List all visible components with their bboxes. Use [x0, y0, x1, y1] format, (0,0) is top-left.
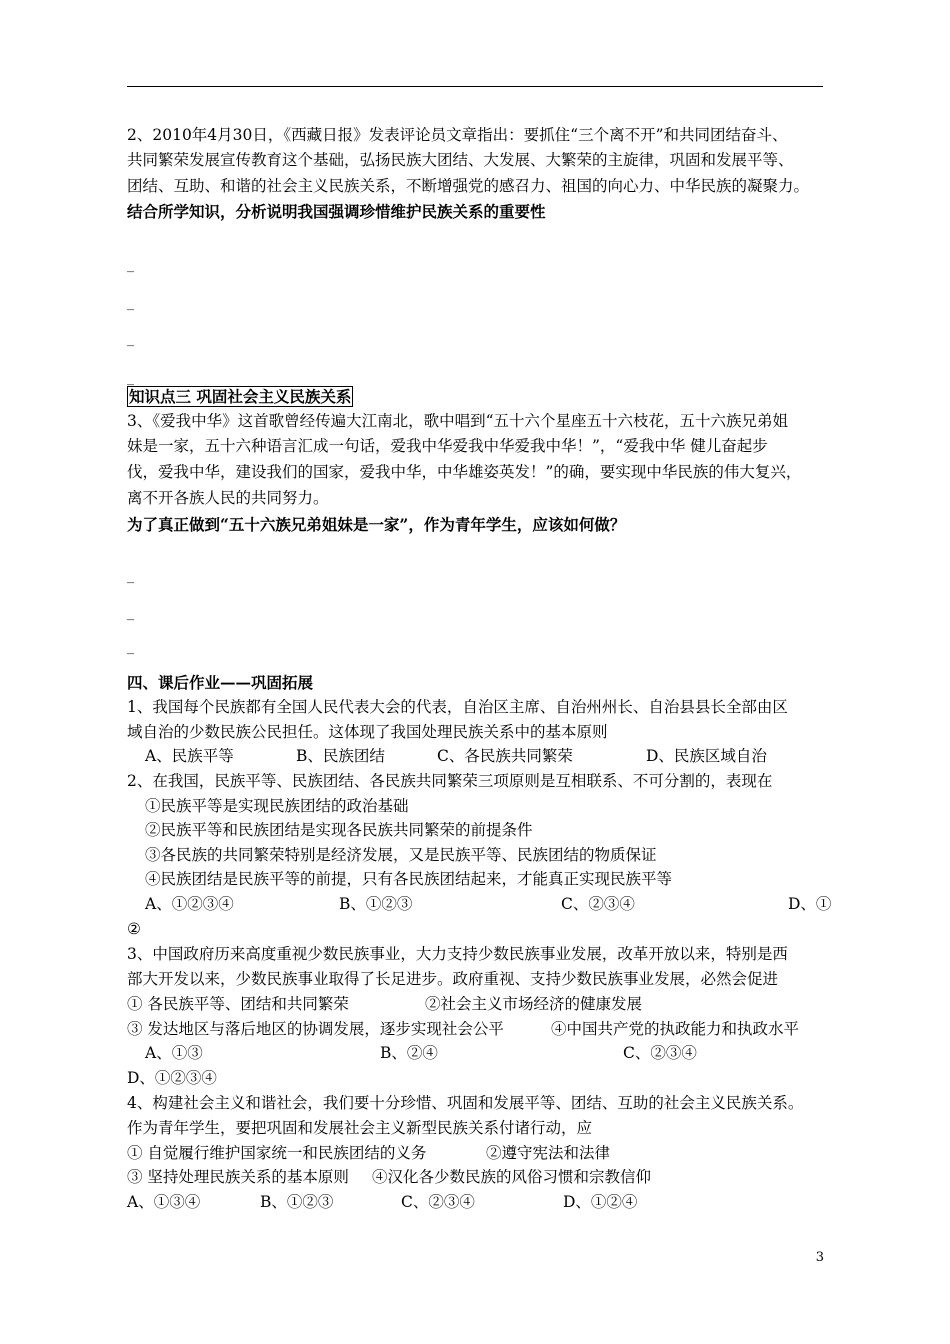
option-b: B、①②③	[339, 895, 413, 913]
option-b: B、①②③	[260, 1193, 334, 1211]
header-rule	[127, 86, 823, 87]
hw3-item: ③ 发达地区与落后地区的协调发展，逐步实现社会公平	[127, 1020, 504, 1038]
answer-blank: _	[127, 639, 134, 655]
hw4-item: ②遵守宪法和法律	[486, 1144, 611, 1162]
s3-question: 为了真正做到“五十六族兄弟姐妹是一家”，作为青年学生，应该如何做？	[127, 515, 626, 534]
hw2-item: ①民族平等是实现民族团结的政治基础	[145, 797, 409, 815]
answer-blank: _	[127, 568, 134, 584]
answer-blank: _	[127, 331, 134, 347]
option-a: A、民族平等	[145, 747, 234, 765]
q2-line-2: 共同繁荣发展宣传教育这个基础，弘扬民族大团结、大发展、大繁荣的主旋律，巩固和发展平等、	[127, 151, 794, 169]
answer-blank: _	[127, 257, 134, 273]
hw2-line-1: 2、在我国，民族平等、民族团结、各民族共同繁荣三项原则是互相联系、不可分割的，表现在	[127, 772, 773, 790]
page-number: 3	[815, 1250, 824, 1265]
hw1-line-2: 域自治的少数民族公民担任。这体现了我国处理民族关系中的基本原则	[127, 723, 608, 741]
q2-line-3: 团结、互助、和谐的社会主义民族关系，不断增强党的感召力、祖国的向心力、中华民族的凝聚力。	[127, 177, 810, 195]
option-a: A、①③④	[127, 1193, 201, 1211]
hw2-item: ③各民族的共同繁荣特别是经济发展，又是民族平等、民族团结的物质保证	[145, 846, 657, 864]
option-d: D、民族区域自治	[646, 747, 767, 765]
option-c: C、②③④	[623, 1044, 697, 1062]
q2-question: 结合所学知识，分析说明我国强调珍惜维护民族关系的重要性	[127, 202, 546, 221]
option-a: A、①③	[145, 1044, 203, 1062]
s3-line-3: 伐，爱我中华，建设我们的国家，爱我中华，中华雄姿英发！”的确，要实现中华民族的伟大复兴，	[127, 463, 802, 481]
hw4-item: ③ 坚持处理民族关系的基本原则	[127, 1168, 349, 1186]
answer-blank: _	[127, 370, 134, 386]
hw2-option-wrap: ②	[127, 920, 141, 938]
option-d: D、①②③④	[127, 1069, 217, 1087]
option-c: C、②③④	[561, 895, 635, 913]
hw1-line-1: 1、我国每个民族都有全国人民代表大会的代表，自治区主席、自治州州长、自治县县长全部由区	[127, 698, 788, 716]
hw4-item: ④汉化各少数民族的风俗习惯和宗教信仰	[372, 1168, 652, 1186]
s3-line-1: 3、《爱我中华》这首歌曾经传遍大江南北，歌中唱到“五十六个星座五十六枝花，五十六族兄弟姐	[127, 412, 789, 430]
option-a: A、①②③④	[145, 895, 234, 913]
hw4-line-1: 4、构建社会主义和谐社会，我们要十分珍惜、巩固和发展平等、团结、互助的社会主义民族关系。	[127, 1094, 804, 1112]
answer-blank: _	[127, 605, 134, 621]
homework-heading: 四、课后作业——巩固拓展	[127, 673, 314, 692]
hw3-line-2: 部大开发以来，少数民族事业取得了长足进步。政府重视、支持少数民族事业发展，必然会促进	[127, 970, 779, 988]
option-c: C、②③④	[401, 1193, 475, 1211]
hw2-item: ④民族团结是民族平等的前提，只有各民族团结起来，才能真正实现民族平等	[145, 870, 673, 888]
option-d: D、①	[788, 895, 832, 913]
s3-line-2: 妹是一家，五十六种语言汇成一句话，爱我中华爱我中华爱我中华！”，“爱我中华 健儿奋起步	[127, 437, 768, 455]
section-heading-text: 知识点三 巩固社会主义民族关系	[129, 387, 352, 406]
hw3-item: ②社会主义市场经济的健康发展	[425, 995, 643, 1013]
option-b: B、民族团结	[296, 747, 385, 765]
option-d: D、①②④	[563, 1193, 638, 1211]
option-c: C、各民族共同繁荣	[437, 747, 573, 765]
hw3-line-1: 3、中国政府历来高度重视少数民族事业，大力支持少数民族事业发展，改革开放以来，特别是西	[127, 945, 788, 963]
hw4-item: ① 自觉履行维护国家统一和民族团结的义务	[127, 1144, 427, 1162]
hw3-item: ① 各民族平等、团结和共同繁荣	[127, 995, 349, 1013]
hw4-line-2: 作为青年学生，要把巩固和发展社会主义新型民族关系付诸行动，应	[127, 1119, 593, 1137]
answer-blank: _	[127, 295, 134, 311]
hw2-item: ②民族平等和民族团结是实现各民族共同繁荣的前提条件	[145, 821, 533, 839]
section-heading	[127, 387, 353, 407]
s3-line-4: 离不开各族人民的共同努力。	[127, 489, 329, 507]
q2-line-1: 2、2010年4月30日，《西藏日报》发表评论员文章指出：要抓住“三个离不开”和共同团结奋斗、	[127, 126, 788, 144]
option-b: B、②④	[380, 1044, 438, 1062]
hw3-item: ④中国共产党的执政能力和执政水平	[551, 1020, 800, 1038]
